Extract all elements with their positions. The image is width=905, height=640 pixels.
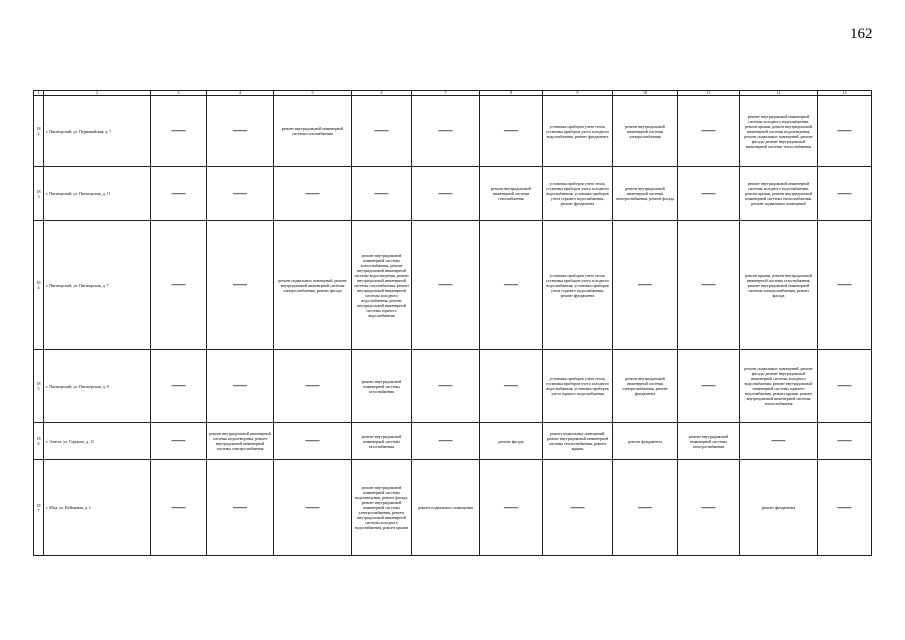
work-cell: ремонт внутридомовой инженерной системы газоснабжения [352,423,412,460]
work-cell: — [480,350,543,423]
work-cell: — [207,96,274,167]
work-cell: — [678,460,740,556]
address-cell: г. Пятигорский, ул. Пятигорская, д. 7 [44,221,151,350]
work-cell: ремонт внутридомовой инженерной системы газоснабжения [352,350,412,423]
work-cell: — [480,460,543,556]
table-row [34,96,872,167]
column-header: 12 [740,91,818,96]
work-cell: ремонт внутридомовой инженерной системы газоснабжения [274,96,352,167]
table-row [34,350,872,423]
address-cell: г. Пятигорский, ул. Пятигорская, д. 9 [44,350,151,423]
work-cell: — [412,167,480,221]
column-header: 4 [207,91,274,96]
work-cell: — [480,96,543,167]
column-header: 13 [818,91,872,96]
work-cell: — [151,167,207,221]
row-number: 186 [34,423,44,460]
work-cell: установка приборов учета тепла, установка приборов учета холодного водоснабжения, установка приборов учета горячего водоснабжения, ремонт фундамента [543,167,613,221]
work-cell: ремонт фундамента [740,460,818,556]
row-number: 187 [34,460,44,556]
column-header: 8 [480,91,543,96]
work-cell: ремонт внутридомовой инженерной системы электроснабжения [613,96,678,167]
work-cell: ремонт подвальных помещений, ремонт внутридомовой инженерной системы электроснабжения, ремонт фасада [274,221,352,350]
work-cell: — [543,460,613,556]
work-cell: — [613,460,678,556]
work-cell: ремонт внутридомовой инженерной системы холодного водоснабжения, ремонт крыши, ремонт внутридомовой инженерной системы теплоснабжения, ремонт подвальных помещений [740,167,818,221]
work-cell: ремонт фундамента [613,423,678,460]
work-cell: — [412,221,480,350]
table-row [34,167,872,221]
work-cell: ремонт подвальных помещений, ремонт внутридомовой инженерной системы теплоснабжения, ремонт крыши [543,423,613,460]
row-number: 182 [34,96,44,167]
work-cell: — [412,350,480,423]
work-cell: — [678,167,740,221]
work-cell: ремонт фасада [480,423,543,460]
work-cell: — [207,221,274,350]
work-cell: — [352,167,412,221]
column-header: 1 [34,91,44,96]
row-number: 184 [34,221,44,350]
work-cell: установка приборов учета тепла, установка приборов учета холодного водоснабжения, установка приборов учета горячего водоснабжения, ремонт фундамента [543,221,613,350]
work-cell: — [274,167,352,221]
work-cell: — [818,167,872,221]
address-cell: г. Элиста, ул. Горького, д. 11 [44,423,151,460]
address-cell: г. Юца, ул. Войсковая, д. 1 [44,460,151,556]
work-cell: ремонт крыши, ремонт внутридомовой инженерной системы газоснабжения, ремонт внутридомовой инженерной системы электроснабжения, ремонт фасада [740,221,818,350]
work-cell: — [740,423,818,460]
work-cell: — [151,96,207,167]
work-cell: ремонт внутридомовой инженерной системы газоснабжения [480,167,543,221]
work-cell: ремонт подвальных помещений, ремонт фасада, ремонт внутридомовой инженерной системы холодного водоснабжения, ремонт внутридомовой инженерной системы горячего водоснабжения, ремонт крыши, ремонт внутридомовой инженерной системы теплоснабжения [740,350,818,423]
column-header: 7 [412,91,480,96]
row-number: 183 [34,167,44,221]
table-row [34,221,872,350]
work-cell: ремонт внутридомовой инженерной системы электроснабжения, ремонт фундамента [613,350,678,423]
work-cell: — [678,350,740,423]
work-cell: — [274,460,352,556]
work-cell: — [412,423,480,460]
address-cell: г. Пятигорский, ул. Пятигорская, д. 11 [44,167,151,221]
work-cell: — [151,423,207,460]
work-cell: — [207,350,274,423]
table-row [34,423,872,460]
work-cell: — [818,221,872,350]
work-cell: ремонт внутридомовой инженерной системы водоотведения, ремонт фасада, ремонт внутридомовой инженерной системы электроснабжения, ремонт внутридомовой инженерной системы холодного водоснабжения, ремонт крыши [352,460,412,556]
work-cell: установка приборов учета тепла, установка приборов учета холодного водоснабжения, установка приборов учета горячего водоснабжения [543,350,613,423]
work-cell: ремонт внутридомовой инженерной системы водоотведения, ремонт внутридомовой инженерной системы электроснабжения [207,423,274,460]
column-header: 5 [274,91,352,96]
work-cell: — [818,96,872,167]
column-header: 2 [44,91,151,96]
work-cell: — [207,460,274,556]
work-cell: — [151,221,207,350]
work-cell: — [818,423,872,460]
work-cell: — [151,460,207,556]
work-cell: — [352,96,412,167]
work-cell: — [151,350,207,423]
work-cell: — [274,350,352,423]
work-cell: — [678,96,740,167]
work-cell: — [678,221,740,350]
table-row [34,460,872,556]
work-cell: — [613,221,678,350]
work-cell: ремонт подвального помещения [412,460,480,556]
row-number: 185 [34,350,44,423]
work-cell: установка приборов учета тепла, установка приборов учета холодного водоснабжения, ремонт фундамента [543,96,613,167]
work-cell: — [207,167,274,221]
column-header: 10 [613,91,678,96]
repair-schedule-table [33,90,872,556]
work-cell: ремонт внутридомовой инженерной системы электроснабжения [678,423,740,460]
work-cell: — [274,423,352,460]
work-cell: — [412,96,480,167]
column-header: 9 [543,91,613,96]
column-header: 11 [678,91,740,96]
work-cell: — [818,460,872,556]
work-cell: — [480,221,543,350]
column-header: 3 [151,91,207,96]
page-number: 162 [850,26,873,42]
work-cell: — [818,350,872,423]
work-cell: ремонт внутридомовой инженерной системы электроснабжения, ремонт фасада [613,167,678,221]
work-cell: ремонт внутридомовой инженерной системы теплоснабжения, ремонт внутридомовой инженерной системы водоотведения, ремонт внутридомовой инженерной системы газоснабжения, ремонт внутридомовой инженерной системы холодного водоснабжения, ремонт внутридомовой инженерной системы горячего водоснабжения [352,221,412,350]
column-header: 6 [352,91,412,96]
address-cell: г. Пятигорский, ул. Первомайская, д. 7 [44,96,151,167]
work-cell: ремонт внутридомовой инженерной системы холодного водоснабжения, ремонт крыши, ремонт внутридомовой инженерной системы водоотведения, ремонт подвальных помещений, ремонт фасада, ремонт внутридомовой инженерной системы теплоснабжения [740,96,818,167]
